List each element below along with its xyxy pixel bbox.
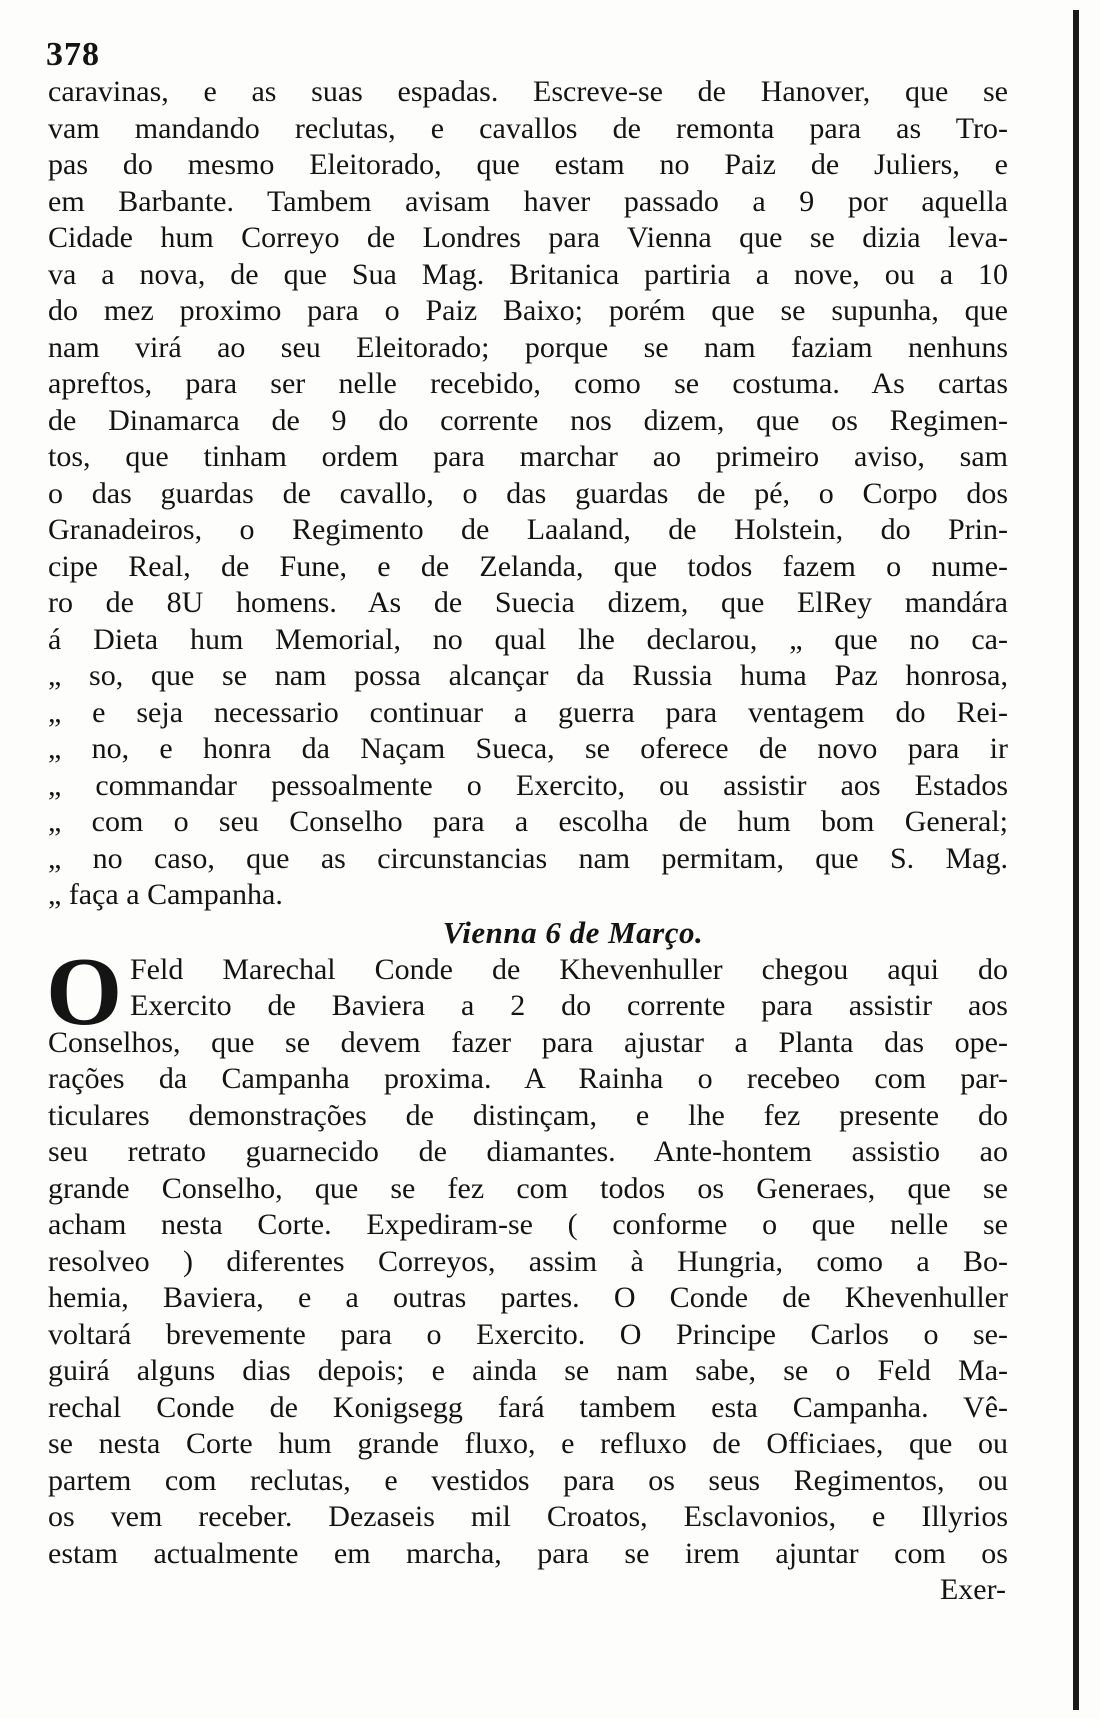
text-line: va a nova, de que Sua Mag. Britanica partiria a nove, ou a 10 xyxy=(48,257,1008,291)
quoted-line: „ com o seu Conselho para a escolha de hum bom General; xyxy=(48,805,1008,838)
paragraph-hanover-dinamarca-suecia xyxy=(48,74,1008,914)
text-line: Feld Marechal Conde de Khevenhuller chegou aqui do xyxy=(130,952,1008,986)
quoted-line: „ commandar pessoalmente o Exercito, ou assistir aos Estados xyxy=(48,768,1008,802)
quoted-line: „ no, e honra da Naçam Sueca, se oferece de novo para ir xyxy=(48,732,1008,765)
text-line: Granadeiros, o Regimento de Laaland, de Holstein, do Prin- xyxy=(48,513,1008,546)
drop-cap: O xyxy=(46,937,123,1046)
text-line: tos, que tinham ordem para marchar ao primeiro aviso, sam xyxy=(48,440,1008,473)
text-line: de Dinamarca de 9 do corrente nos dizem, que os Regimen- xyxy=(48,403,1008,437)
text-line: voltará brevemente para o Exercito. O Principe Carlos o se- xyxy=(48,1317,1008,1351)
dateline-heading: Vienna 6 de Março. xyxy=(442,914,704,950)
text-line: guirá alguns dias depois; e ainda se nam sabe, se o Feld Ma- xyxy=(48,1354,1008,1387)
text-line: Conselhos, que se devem fazer para ajustar a Planta das ope- xyxy=(48,1025,1008,1059)
text-line: o das guardas de cavallo, o das guardas de pé, o Corpo dos xyxy=(48,476,1008,510)
text-line: acham nesta Corte. Expediram-se ( conforme o que nelle se xyxy=(48,1208,1008,1241)
text-line: caravinas, e as suas espadas. Escreve-se de Hanover, que se xyxy=(48,75,1008,108)
text-line: Exercito de Baviera a 2 do corrente para assistir aos xyxy=(130,989,1008,1022)
quoted-line: „ no caso, que as circunstancias nam permitam, que S. Mag. xyxy=(48,841,1008,875)
text-line: seu retrato guarnecido de diamantes. Ante-hontem assistio ao xyxy=(48,1135,1008,1168)
text-line: grande Conselho, que se fez com todos os Generaes, que se xyxy=(48,1171,1008,1205)
text-column xyxy=(48,74,1008,1608)
quoted-line: „ e seja necessario continuar a guerra para ventagem do Rei- xyxy=(48,695,1008,729)
text-line: partem com reclutas, e vestidos para os seus Regimentos, ou xyxy=(48,1463,1008,1497)
quoted-line: „ so, que se nam possa alcançar da Russia huma Paz honrosa, xyxy=(48,659,1008,692)
text-line: ro de 8U homens. As de Suecia dizem, que ElRey mandára xyxy=(48,586,1008,619)
text-line: á Dieta hum Memorial, no qual lhe declarou, „ que no ca- xyxy=(48,622,1008,656)
text-line: os vem receber. Dezaseis mil Croatos, Esclavonios, e Illyrios xyxy=(48,1500,1008,1533)
text-line: hemia, Baviera, e a outras partes. O Conde de Khevenhuller xyxy=(48,1281,1008,1314)
page-number: 378 xyxy=(46,36,100,73)
page-edge-rule xyxy=(1073,10,1079,1710)
text-line: apreftos, para ser nelle recebido, como se costuma. As cartas xyxy=(48,367,1008,400)
text-line: do mez proximo para o Paiz Baixo; porém que se supunha, que xyxy=(48,294,1008,327)
text-line: em Barbante. Tambem avisam haver passado a 9 por aquella xyxy=(48,184,1008,218)
text-line: ticulares demonstrações de distinçam, e lhe fez presente do xyxy=(48,1098,1008,1132)
text-line: estam actualmente em marcha, para se irem ajuntar com os xyxy=(48,1536,1008,1570)
catchword: Exer- xyxy=(939,1573,1006,1606)
text-line: Cidade hum Correyo de Londres para Vienna que se dizia leva- xyxy=(48,221,1008,254)
quoted-line: „ faça a Campanha. xyxy=(48,878,283,911)
text-line: pas do mesmo Eleitorado, que estam no Paiz de Juliers, e xyxy=(48,148,1008,181)
text-line: rechal Conde de Konigsegg fará tambem esta Campanha. Vê- xyxy=(48,1390,1008,1424)
text-line: rações da Campanha proxima. A Rainha o recebeo com par- xyxy=(48,1062,1008,1095)
text-line: cipe Real, de Fune, e de Zelanda, que todos fazem o nume- xyxy=(48,549,1008,583)
text-line: nam virá ao seu Eleitorado; porque se nam faziam nenhuns xyxy=(48,330,1008,364)
paragraph-vienna xyxy=(46,937,1008,1573)
text-line: resolveo ) diferentes Correyos, assim à Hungria, como a Bo- xyxy=(48,1244,1008,1278)
text-line: vam mandando reclutas, e cavallos de remonta para as Tro- xyxy=(48,111,1008,145)
text-line: se nesta Corte hum grande fluxo, e refluxo de Officiaes, que ou xyxy=(48,1427,1008,1460)
